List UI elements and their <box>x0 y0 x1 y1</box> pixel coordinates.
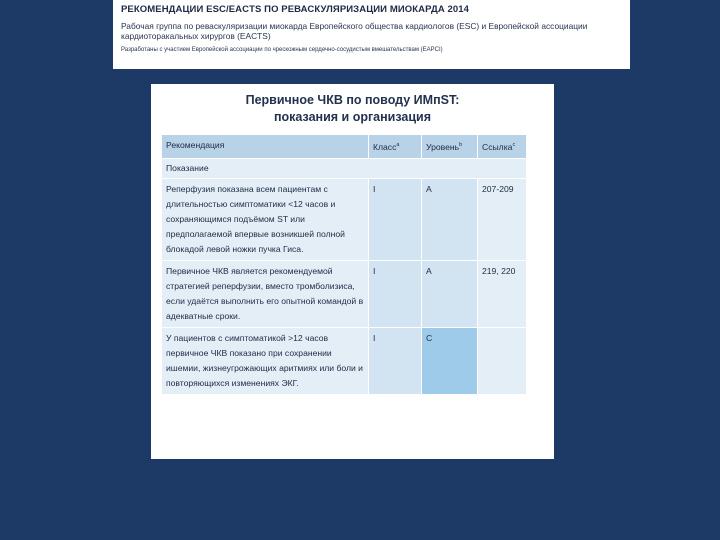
cell-level: A <box>422 178 478 260</box>
table-row <box>162 327 527 394</box>
cell-reference <box>478 327 527 394</box>
header-level: Уровень$^b$ <box>422 135 478 159</box>
table-row <box>162 178 527 260</box>
cell-reference: 219, 220 <box>478 260 527 327</box>
table-row <box>162 260 527 327</box>
cell-class: I <box>369 260 422 327</box>
cell-recommendation: У пациентов с симптоматикой >12 часов первичное ЧКВ показано при сохранении ишемии, жизнеугрожающих аритмиях или боли и повторяющихся изменениях ЭКГ. <box>162 327 369 394</box>
header-recommendation: Рекомендация <box>162 135 369 159</box>
cell-level: A <box>422 260 478 327</box>
cell-recommendation: Реперфузия показана всем пациентам с длительностью симптоматики <12 часов и сохраняющимся подъёмом ST или предполагаемой впервые возникшей полной блокадой левой ножки пучка Гиса. <box>162 178 369 260</box>
section-label: Показание <box>162 158 527 178</box>
table-header-row <box>162 135 527 159</box>
title-line-1: Первичное ЧКВ по поводу ИМпST: <box>245 93 460 107</box>
cell-class: I <box>369 327 422 394</box>
guideline-header <box>113 0 630 69</box>
recommendation-table <box>161 134 527 395</box>
page-title <box>151 92 554 126</box>
guideline-subtitle: Рабочая группа по реваскуляризации миокарда Европейского общества кардиологов (ESC) и Европейской ассоциации кардиоторакальных хирургов (EACTS) <box>121 21 588 41</box>
recommendation-card <box>151 84 554 459</box>
header-reference: Ссылка$^c$ <box>478 135 527 159</box>
cell-level: C <box>422 327 478 394</box>
guideline-note: Разработаны с участием Европейской ассоциации по чрескожным сердечно-сосудистым вмешательствам (EAPCI) <box>121 47 443 53</box>
guideline-title: РЕКОМЕНДАЦИИ ESC/EACTS ПО РЕВАСКУЛЯРИЗАЦИИ МИОКАРДА 2014 <box>121 4 470 15</box>
title-line-2: показания и организация <box>273 110 432 124</box>
header-class: Класс$^a$ <box>369 135 422 159</box>
section-row <box>162 158 527 178</box>
cell-reference: 207-209 <box>478 178 527 260</box>
cell-recommendation: Первичное ЧКВ является рекомендуемой стратегией реперфузии, вместо тромболизиса, если удаётся выполнить его опытной командой в адекватные сроки. <box>162 260 369 327</box>
cell-class: I <box>369 178 422 260</box>
